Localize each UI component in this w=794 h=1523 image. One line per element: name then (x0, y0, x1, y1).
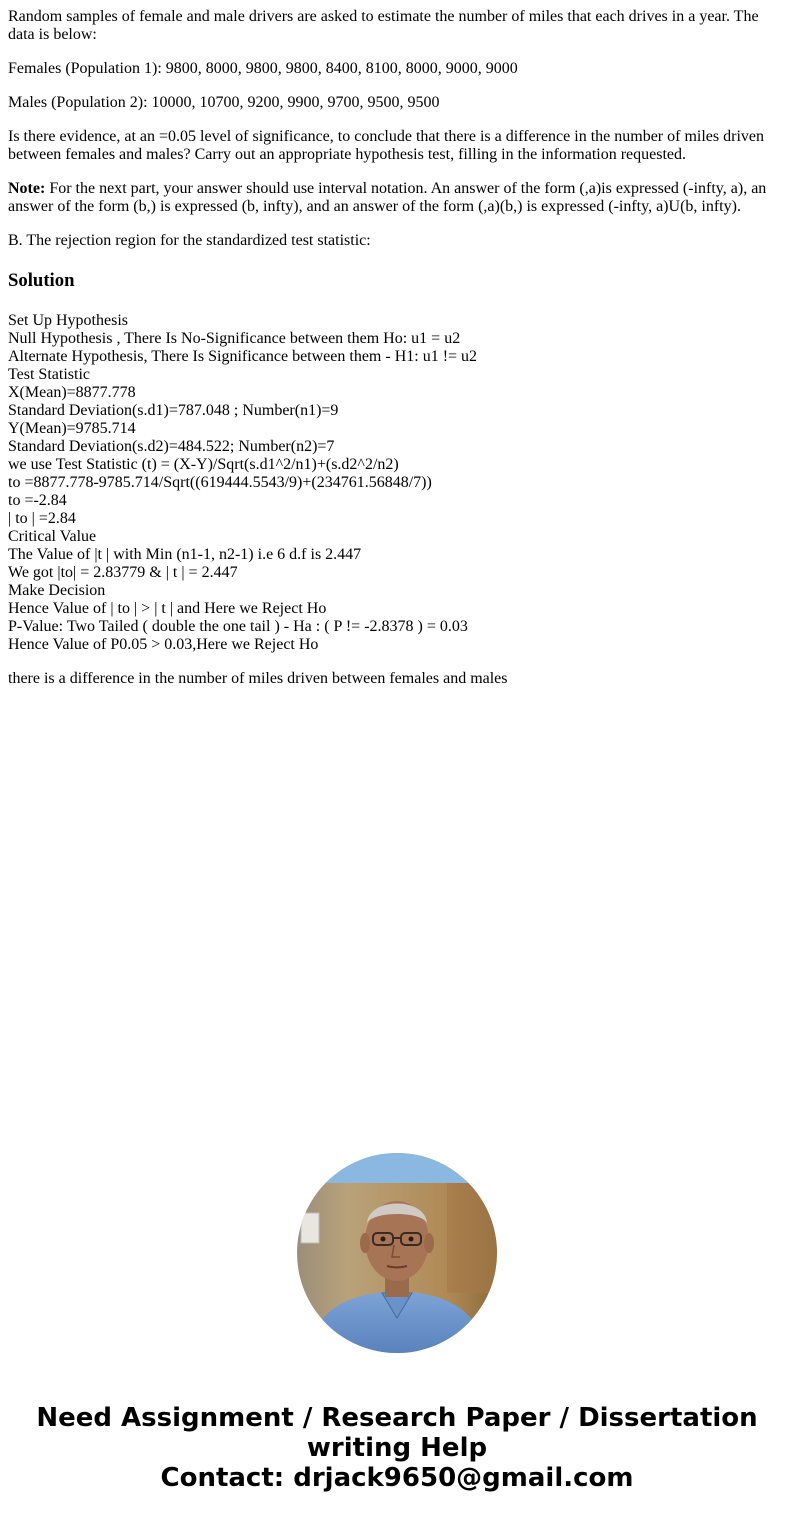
part-b-prompt: B. The rejection region for the standardized test statistic: (8, 232, 371, 249)
promo-line-2: writing Help (306, 1433, 488, 1463)
question-intro (8, 8, 784, 44)
solution-line: Standard Deviation(s.d1)=787.048 ; Number(n1)=9 (8, 402, 339, 419)
document-content (8, 8, 784, 704)
evidence-question (8, 128, 784, 164)
solution-line: Hence Value of | to | > | t | and Here we Reject Ho (8, 600, 327, 617)
solution-line: we use Test Statistic (t) = (X-Y)/Sqrt(s.d1^2/n1)+(s.d2^2/n2) (8, 456, 399, 473)
solution-conclusion: there is a difference in the number of miles driven between females and males (8, 670, 508, 687)
solution-heading: Solution (8, 270, 75, 291)
solution-line: Standard Deviation(s.d2)=484.522; Number(n2)=7 (8, 438, 335, 455)
solution-line: to =-2.84 (8, 492, 67, 509)
interval-note (8, 180, 784, 216)
solution-line: Set Up Hypothesis (8, 312, 128, 329)
evidence-question-line-1: Is there evidence, at an =0.05 level of significance, to conclude that there is a difference in the number of miles driven (8, 128, 764, 145)
solution-line: Make Decision (8, 582, 106, 599)
solution-line: We got |to| = 2.83779 & | t | = 2.447 (8, 564, 238, 581)
note-text: For the next part, your answer should use interval notation. An answer of the form (,a)is expressed (-infty, a), an (49, 180, 767, 197)
promo-line-1: Need Assignment / Research Paper / Dissertation (36, 1403, 758, 1433)
evidence-question-line-2: between females and males? Carry out an appropriate hypothesis test, filling in the information requested. (8, 146, 687, 163)
solution-line: Y(Mean)=9785.714 (8, 420, 136, 437)
females-data: Females (Population 1): 9800, 8000, 9800, 9800, 8400, 8100, 8000, 9000, 9000 (8, 60, 518, 77)
solution-line: Alternate Hypothesis, There Is Significance between them - H1: u1 != u2 (8, 348, 478, 365)
solution-line: | to | =2.84 (8, 510, 76, 527)
author-avatar (297, 1153, 497, 1353)
males-data: Males (Population 2): 10000, 10700, 9200, 9900, 9700, 9500, 9500 (8, 94, 440, 111)
solution-line: X(Mean)=8877.778 (8, 384, 136, 401)
solution-line: Null Hypothesis , There Is No-Significance between them Ho: u1 = u2 (8, 330, 461, 347)
solution-line: P-Value: Two Tailed ( double the one tail ) - Ha : ( P != -2.8378 ) = 0.03 (8, 618, 468, 635)
solution-body (8, 312, 784, 654)
note-text-2: answer of the form (b,) is expressed (b, infty), and an answer of the form (,a)(b,) is expressed (-infty, a)U(b, infty). (8, 198, 741, 215)
question-intro-line-1: Random samples of female and male drivers are asked to estimate the number of miles that each drives in a year. The (8, 8, 759, 25)
solution-line: Hence Value of P0.05 > 0.03,Here we Reject Ho (8, 636, 319, 653)
promo-footer (0, 1403, 794, 1493)
solution-line: The Value of |t | with Min (n1-1, n2-1) i.e 6 d.f is 2.447 (8, 546, 362, 563)
solution-line: to =8877.778-9785.714/Sqrt((619444.5543/9)+(234761.56848/7)) (8, 474, 432, 491)
promo-contact: Contact: drjack9650@gmail.com (160, 1463, 634, 1493)
question-intro-line-2: data is below: (8, 26, 97, 43)
author-photo-illustration (297, 1153, 497, 1353)
note-label: Note: (8, 180, 46, 197)
solution-line: Test Statistic (8, 366, 90, 383)
solution-line: Critical Value (8, 528, 97, 545)
